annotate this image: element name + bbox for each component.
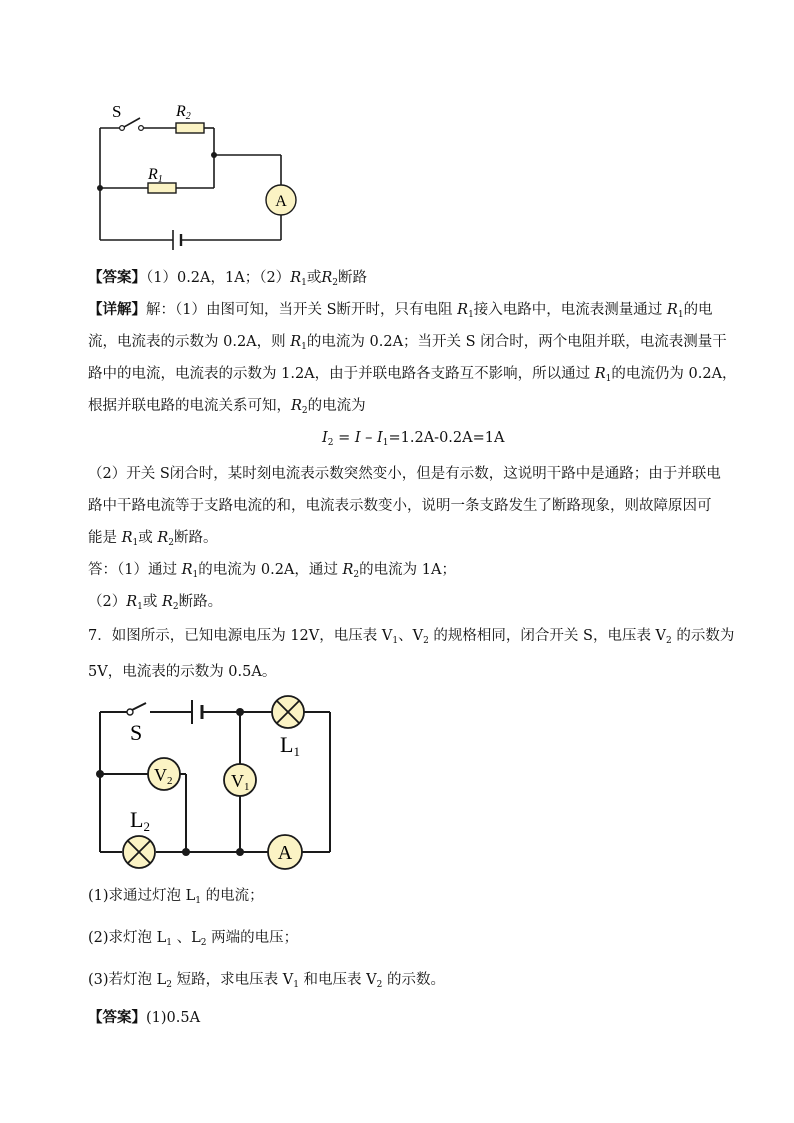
answer-1: 【答案】（1）0.2A，1A；$(2)R_1$或$R_2$断路: [88, 269, 367, 288]
answer-summary-1: 答：（1）通过 $R_1$的电流为 0.2A，通过 $R_2$的电流为 1A；: [88, 562, 456, 580]
svg-text:L1: L1: [280, 732, 300, 759]
circuit-diagram-1: [80, 90, 310, 255]
detail-line-4: 根据并联电路的电流关系可知，$R_2$的电流为: [88, 398, 366, 416]
lamp-l1-icon: [272, 696, 304, 728]
sub-question-2: (2)求灯泡 $L_1$ 、$L_2$ 两端的电压；: [88, 930, 299, 948]
battery-icon: [173, 230, 181, 250]
ammeter-label: A: [275, 193, 287, 210]
lamp-l2-icon: [123, 836, 155, 868]
svg-text:L2: L2: [130, 807, 150, 834]
detail-p2-line-2: 路中干路电流等于支路电流的和，电流表示数变小，说明一条支路发生了断路现象，则故障原因可: [88, 498, 712, 514]
r1-label: R: [148, 166, 158, 183]
resistor-r2: [176, 123, 204, 133]
svg-text:V2: V2: [154, 765, 173, 787]
detail-line-2: 流，电流表的示数为 0.2A，则 $R_1$的电流为 0.2A；当开关 S 闭合时，两个电阻并联，电流表测量干: [88, 334, 727, 352]
ammeter-label: A: [277, 842, 293, 864]
v2-label: V: [154, 765, 167, 785]
answer-summary-2: $(2)R_1$或 $R_2$断路。: [88, 594, 223, 612]
question-7-line-1: 7．如图所示，已知电源电压为 12V，电压表 $V_1$、$V_2$ 的规格相同，闭合开关 S，电压表 $V_2$ 的示数为: [88, 628, 735, 646]
switch-contact-icon: [127, 709, 133, 715]
formula: $I_2 = I - I_1=1.2A-0.2A=1A$: [322, 430, 505, 448]
detail-p2-line-3: 能是 $R_1$或 $R_2$断路。: [88, 530, 218, 548]
sub-question-1: (1)求通过灯泡 $L_1$ 的电流；: [88, 888, 264, 906]
detail-line-1: 【详解】解：（1）由图可知，当开关 S断开时，只有电阻 $R_1$接入电路中，电流表测量通过 $R_1$的电: [88, 301, 713, 320]
r2-label: R: [176, 103, 186, 120]
circuit-diagram-2: [90, 690, 340, 870]
svg-text:R1: R1: [148, 166, 163, 185]
switch-contact-icon: [120, 126, 125, 131]
sub-question-3: (3)若灯泡 $L_2$ 短路，求电压表 $V_1$ 和电压表 $V_2$ 的示数。: [88, 972, 445, 990]
v1-label: V: [231, 771, 244, 791]
svg-text:V1: V1: [231, 771, 250, 793]
svg-text:R2: R2: [176, 103, 191, 122]
l2-label: L: [130, 807, 144, 832]
answer-2: 【答案】(1)0.5A: [88, 1009, 201, 1026]
switch-label: S: [112, 102, 122, 121]
l1-label: L: [280, 732, 294, 757]
question-7-line-2: 5V，电流表的示数为 0.5A。: [88, 664, 277, 680]
detail-p2-line-1: （2）开关 S闭合时，某时刻电流表示数突然变小，但是有示数，这说明干路中是通路；由于并联电: [88, 466, 721, 482]
detail-line-3: 路中的电流，电流表的示数为 1.2A，由于并联电路各支路互不影响，所以通过 $R_1$的电流仍为 0.2A，: [88, 366, 737, 384]
battery-icon: [192, 700, 202, 724]
switch-label: S: [130, 720, 143, 745]
